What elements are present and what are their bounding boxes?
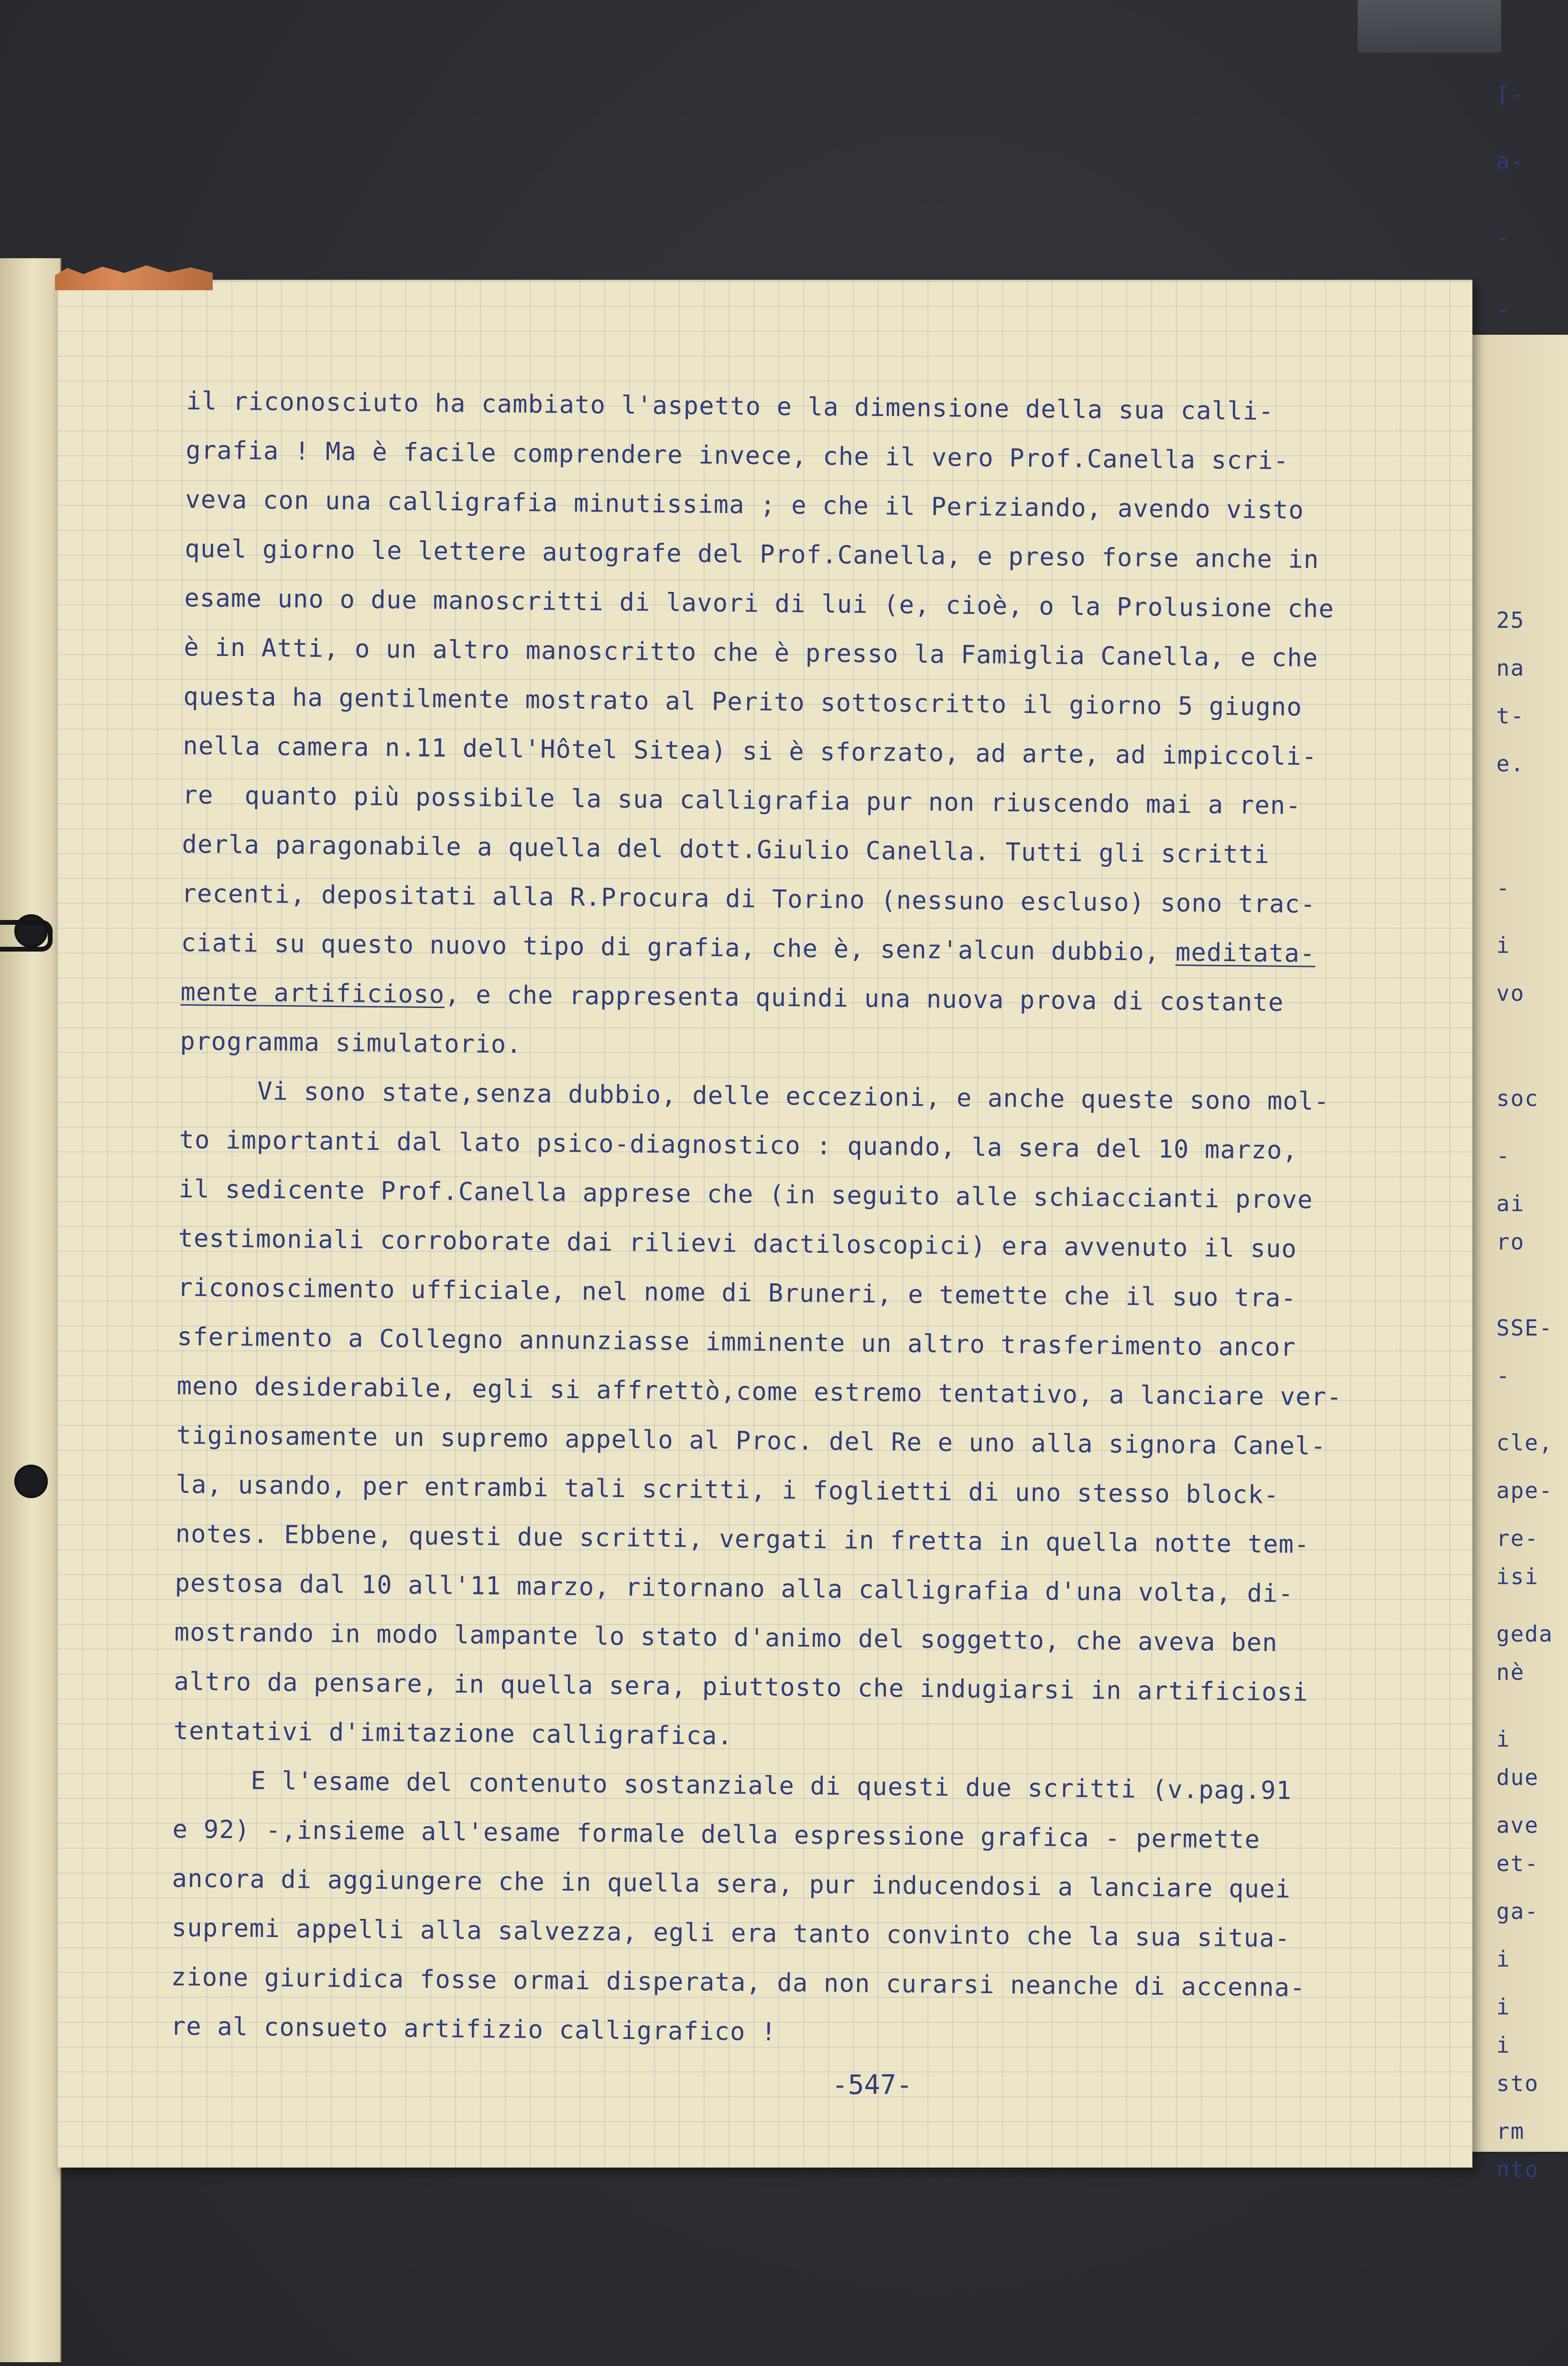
text-segment: re quanto più possibile la sua calligrafia pur non riuscendo mai a ren-	[182, 780, 1302, 821]
text-segment: ciati su questo nuovo tipo di grafia, che è, senz'alcun dubbio,	[181, 928, 1176, 967]
edge-fragment: isi	[1496, 1564, 1539, 1589]
text-segment: testimoniali corroborate dai rilievi dactiloscopici) era avvenuto il suo	[178, 1224, 1297, 1264]
text-segment: sferimento a Collegno annunziasse imminente un altro trasferimento ancor	[177, 1322, 1296, 1362]
text-segment: E l'esame del contenuto sostanziale di questi due scritti (v.pag.91	[173, 1765, 1292, 1806]
edge-fragment: sto	[1496, 2070, 1539, 2096]
edge-fragment: ai	[1496, 1191, 1525, 1216]
typed-text-block	[170, 377, 1448, 2063]
edge-fragment: vo	[1496, 980, 1525, 1006]
edge-fragment: soc	[1496, 1085, 1539, 1111]
edge-fragment: i	[1496, 2032, 1511, 2058]
text-segment: mente artificioso	[180, 977, 445, 1009]
text-segment: ancora di aggiungere che in quella sera, pur inducendosi a lanciare quei	[172, 1864, 1291, 1904]
text-segment: riconoscimento ufficiale, nel nome di Bruneri, e temette che il suo tra-	[177, 1273, 1297, 1313]
edge-fragment: [-	[1496, 81, 1525, 107]
document-page	[57, 280, 1472, 2168]
edge-fragment: -	[1496, 875, 1511, 901]
text-segment: notes. Ebbene, questi due scritti, vergati in fretta in quella notte tem-	[175, 1519, 1310, 1559]
edge-fragment: ro	[1496, 1229, 1525, 1255]
text-segment: nella camera n.11 dell'Hôtel Sitea) si è sforzato, ad arte, ad impiccoli-	[183, 731, 1318, 771]
edge-fragment: SSE-	[1496, 1315, 1553, 1341]
tape-piece	[1358, 0, 1501, 53]
edge-fragment: ga-	[1496, 1898, 1539, 1924]
page-number: -547-	[832, 2070, 913, 2101]
edge-fragment: i	[1496, 1946, 1511, 1972]
text-segment: zione giuridica fosse ormai disperata, da non curarsi neanche di accenna-	[171, 1962, 1306, 2003]
edge-fragment: nè	[1496, 1659, 1525, 1685]
text-segment: la, usando, per entrambi tali scritti, i foglietti di uno stesso block-	[175, 1470, 1279, 1510]
text-segment: re al consueto artifizio calligrafico !	[170, 2012, 777, 2047]
edge-fragment: et-	[1496, 1851, 1539, 1876]
edge-fragment: nto	[1496, 2157, 1539, 2182]
edge-fragment: i	[1496, 1726, 1511, 1752]
edge-fragment: a-	[1496, 148, 1525, 174]
text-segment: il riconosciuto ha cambiato l'aspetto e la dimensione della sua calli-	[186, 386, 1274, 426]
edge-fragment: -	[1496, 296, 1511, 322]
text-segment: grafia ! Ma è facile comprendere invece, che il vero Prof.Canella scri-	[185, 436, 1289, 476]
edge-fragment: t-	[1496, 703, 1525, 729]
text-segment: quel giorno le lettere autografe del Prof.Canella, e preso forse anche in	[185, 534, 1319, 574]
edge-fragment: 25	[1496, 607, 1525, 633]
text-segment: pestosa dal 10 all'11 marzo, ritornano alla calligrafia d'una volta, di-	[174, 1568, 1294, 1609]
previous-page-edge	[0, 258, 61, 2362]
text-segment: derla paragonabile a quella del dott.Giulio Canella. Tutti gli scritti	[182, 830, 1270, 869]
binder-ring-top	[0, 920, 53, 952]
text-segment: questa ha gentilmente mostrato al Perito sottoscritto il giorno 5 giugno	[183, 682, 1303, 722]
edge-fragment: rm	[1496, 2118, 1525, 2144]
edge-fragment: na	[1496, 655, 1525, 681]
text-segment: , e che rappresenta quindi una nuova prova di costante	[444, 980, 1284, 1018]
text-segment: tiginosamente un supremo appello al Proc. del Re e uno alla signora Canel-	[176, 1421, 1327, 1461]
text-segment: supremi appelli alla salvezza, egli era tanto convinto che la sua situa-	[171, 1913, 1291, 1953]
edge-fragment: ave	[1496, 1812, 1539, 1838]
edge-fragment: re-	[1496, 1525, 1539, 1551]
edge-fragment: -	[1496, 225, 1511, 251]
text-segment: meditata-	[1175, 938, 1316, 968]
text-segment: e 92) -,insieme all'esame formale della espressione grafica - permette	[172, 1815, 1261, 1854]
text-segment: programma simulatorio.	[180, 1027, 523, 1059]
edge-fragment: -	[1496, 1143, 1511, 1169]
text-segment: recenti, depositati alla R.Procura di Torino (nessuno escluso) sono trac-	[181, 879, 1316, 919]
punch-hole-bottom	[14, 1465, 48, 1498]
text-segment: to importanti dal lato psico-diagnostico : quando, la sera del 10 marzo,	[179, 1125, 1298, 1165]
text-segment: Vi sono state,senza dubbio, delle eccezioni, e anche queste sono mol-	[179, 1076, 1330, 1117]
text-segment: il sedicente Prof.Canella apprese che (in seguito alle schiaccianti prove	[178, 1174, 1313, 1215]
text-segment: è in Atti, o un altro manoscritto che è presso la Famiglia Canella, e che	[184, 633, 1318, 673]
text-segment: meno desiderabile, egli si affrettò,come estremo tentativo, a lanciare ver-	[176, 1371, 1342, 1412]
text-segment: mostrando in modo lampante lo stato d'animo del soggetto, che aveva ben	[174, 1618, 1278, 1658]
text-segment: veva con una calligrafia minutissima ; e che il Periziando, avendo visto	[185, 485, 1305, 525]
edge-fragment: ape-	[1496, 1478, 1553, 1503]
edge-fragment: -	[1496, 1363, 1511, 1389]
edge-fragment: cle,	[1496, 1430, 1553, 1456]
text-segment: tentativi d'imitazione calligrafica.	[173, 1716, 733, 1751]
edge-fragment: i	[1496, 932, 1511, 958]
edge-fragment: i	[1496, 1994, 1511, 2020]
edge-fragment: geda	[1496, 1621, 1553, 1647]
edge-fragment: e.	[1496, 751, 1525, 777]
edge-fragment: due	[1496, 1764, 1539, 1790]
text-segment: esame uno o due manoscritti di lavori di lui (e, cioè, o la Prolusione che	[184, 583, 1335, 624]
text-segment: altro da pensare, in quella sera, piuttosto che indugiarsi in artificiosi	[174, 1667, 1308, 1707]
